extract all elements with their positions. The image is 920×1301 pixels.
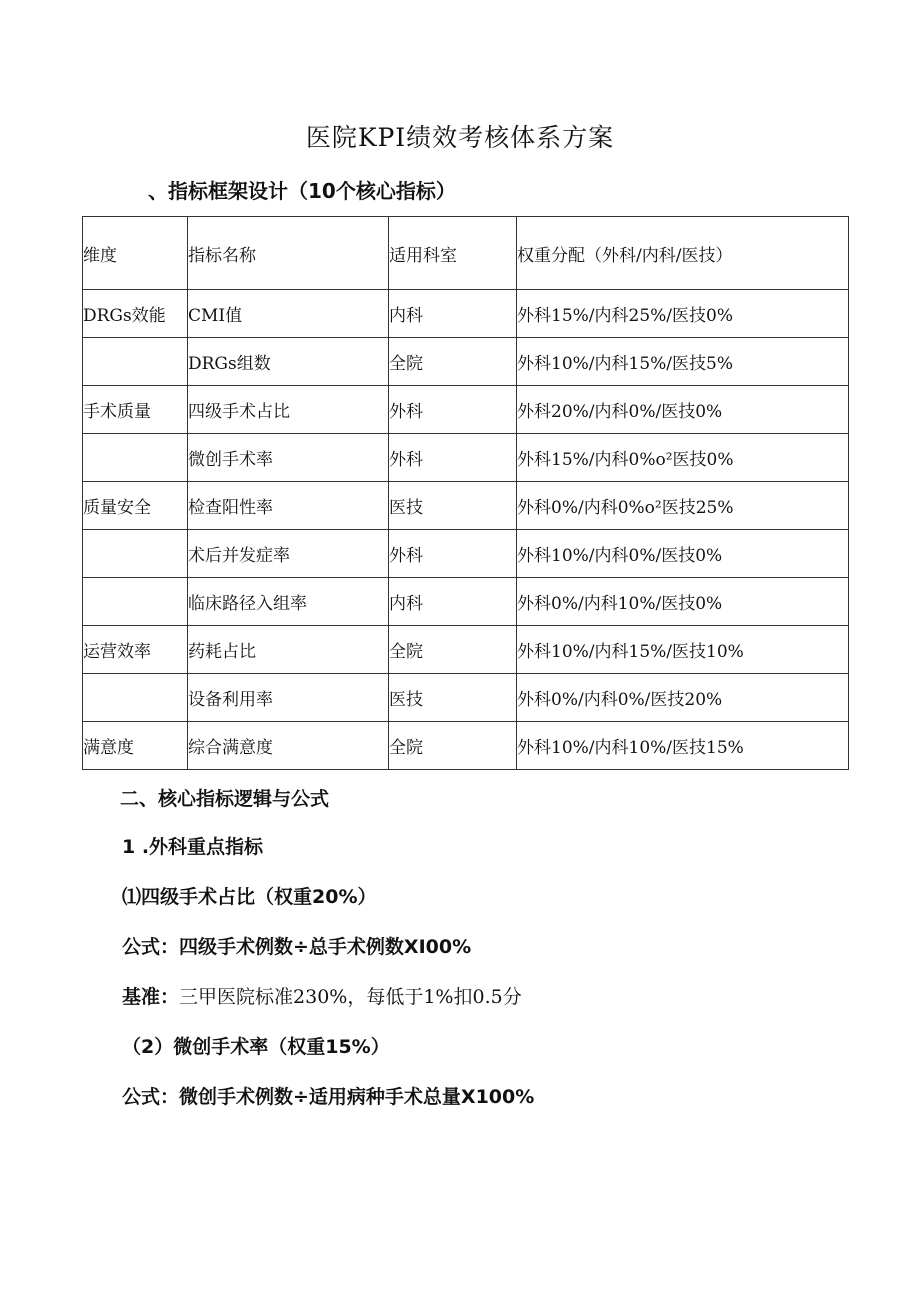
cell-dimension — [83, 338, 188, 386]
cell-department: 内科 — [389, 578, 517, 626]
formula-line-level4 — [122, 932, 471, 962]
cell-indicator: 检查阳性率 — [188, 482, 389, 530]
formula-text: 微创手术例数÷适用病种手术总量X100% — [179, 1086, 535, 1108]
cell-indicator: DRGs组数 — [188, 338, 389, 386]
cell-weight: 外科10%/内科15%/医技10% — [517, 626, 849, 674]
header-weight: 权重分配（外科/内科/医技） — [517, 217, 849, 290]
table-row — [83, 626, 849, 674]
cell-weight: 外科10%/内科0%/医技0% — [517, 530, 849, 578]
cell-dimension: 满意度 — [83, 722, 188, 770]
cell-department: 全院 — [389, 626, 517, 674]
section-heading-formulas: 二、核心指标逻辑与公式 — [120, 788, 330, 810]
cell-department: 医技 — [389, 482, 517, 530]
kpi-table — [82, 216, 849, 770]
cell-indicator: CMI值 — [188, 290, 389, 338]
table-row — [83, 722, 849, 770]
baseline-line-level4 — [122, 982, 522, 1012]
cell-department: 外科 — [389, 434, 517, 482]
cell-dimension: 运营效率 — [83, 626, 188, 674]
cell-weight: 外科15%/内科0%o²医技0% — [517, 434, 849, 482]
cell-department: 全院 — [389, 722, 517, 770]
header-department: 适用科室 — [389, 217, 517, 290]
table-row — [83, 578, 849, 626]
cell-dimension: 质量安全 — [83, 482, 188, 530]
formula-text: 四级手术例数÷总手术例数XI00% — [179, 936, 472, 958]
table-row — [83, 386, 849, 434]
cell-department: 内科 — [389, 290, 517, 338]
cell-dimension — [83, 530, 188, 578]
cell-weight: 外科0%/内科0%o²医技25% — [517, 482, 849, 530]
formula-label: 公式： — [122, 1086, 180, 1108]
cell-indicator: 临床路径入组率 — [188, 578, 389, 626]
cell-department: 全院 — [389, 338, 517, 386]
cell-indicator: 综合满意度 — [188, 722, 389, 770]
cell-dimension — [83, 578, 188, 626]
kpi-table-body — [83, 290, 849, 770]
cell-indicator: 药耗占比 — [188, 626, 389, 674]
baseline-label: 基准： — [122, 986, 180, 1008]
cell-weight: 外科0%/内科0%/医技20% — [517, 674, 849, 722]
indicator-title-minimally-invasive: （2）微创手术率（权重15%） — [122, 1036, 390, 1058]
kpi-table-header — [83, 217, 849, 290]
table-row — [83, 290, 849, 338]
cell-dimension: 手术质量 — [83, 386, 188, 434]
indicator-title-level4-surgery: ⑴四级手术占比（权重20%） — [122, 886, 377, 908]
cell-weight: 外科0%/内科10%/医技0% — [517, 578, 849, 626]
header-row — [83, 217, 849, 290]
header-dimension: 维度 — [83, 217, 188, 290]
cell-indicator: 微创手术率 — [188, 434, 389, 482]
baseline-text: 三甲医院标准230%，每低于1%扣0.5分 — [179, 986, 522, 1008]
formula-label: 公式： — [122, 936, 180, 958]
cell-department: 外科 — [389, 530, 517, 578]
cell-indicator: 四级手术占比 — [188, 386, 389, 434]
table-row — [83, 530, 849, 578]
cell-weight: 外科10%/内科15%/医技5% — [517, 338, 849, 386]
subsection-surgery-indicators: 1 .外科重点指标 — [122, 836, 264, 858]
cell-dimension — [83, 674, 188, 722]
cell-department: 外科 — [389, 386, 517, 434]
table-row — [83, 434, 849, 482]
cell-weight: 外科15%/内科25%/医技0% — [517, 290, 849, 338]
cell-weight: 外科20%/内科0%/医技0% — [517, 386, 849, 434]
table-row — [83, 338, 849, 386]
cell-indicator: 术后并发症率 — [188, 530, 389, 578]
table-row — [83, 674, 849, 722]
cell-weight: 外科10%/内科10%/医技15% — [517, 722, 849, 770]
header-indicator-name: 指标名称 — [188, 217, 389, 290]
cell-dimension — [83, 434, 188, 482]
cell-indicator: 设备利用率 — [188, 674, 389, 722]
table-row — [83, 482, 849, 530]
cell-department: 医技 — [389, 674, 517, 722]
cell-dimension: DRGs效能 — [83, 290, 188, 338]
formula-line-minimally-invasive — [122, 1082, 534, 1112]
document-title: 医院KPI绩效考核体系方案 — [305, 123, 615, 152]
section-heading-framework: 、指标框架设计（10个核心指标） — [148, 179, 456, 203]
